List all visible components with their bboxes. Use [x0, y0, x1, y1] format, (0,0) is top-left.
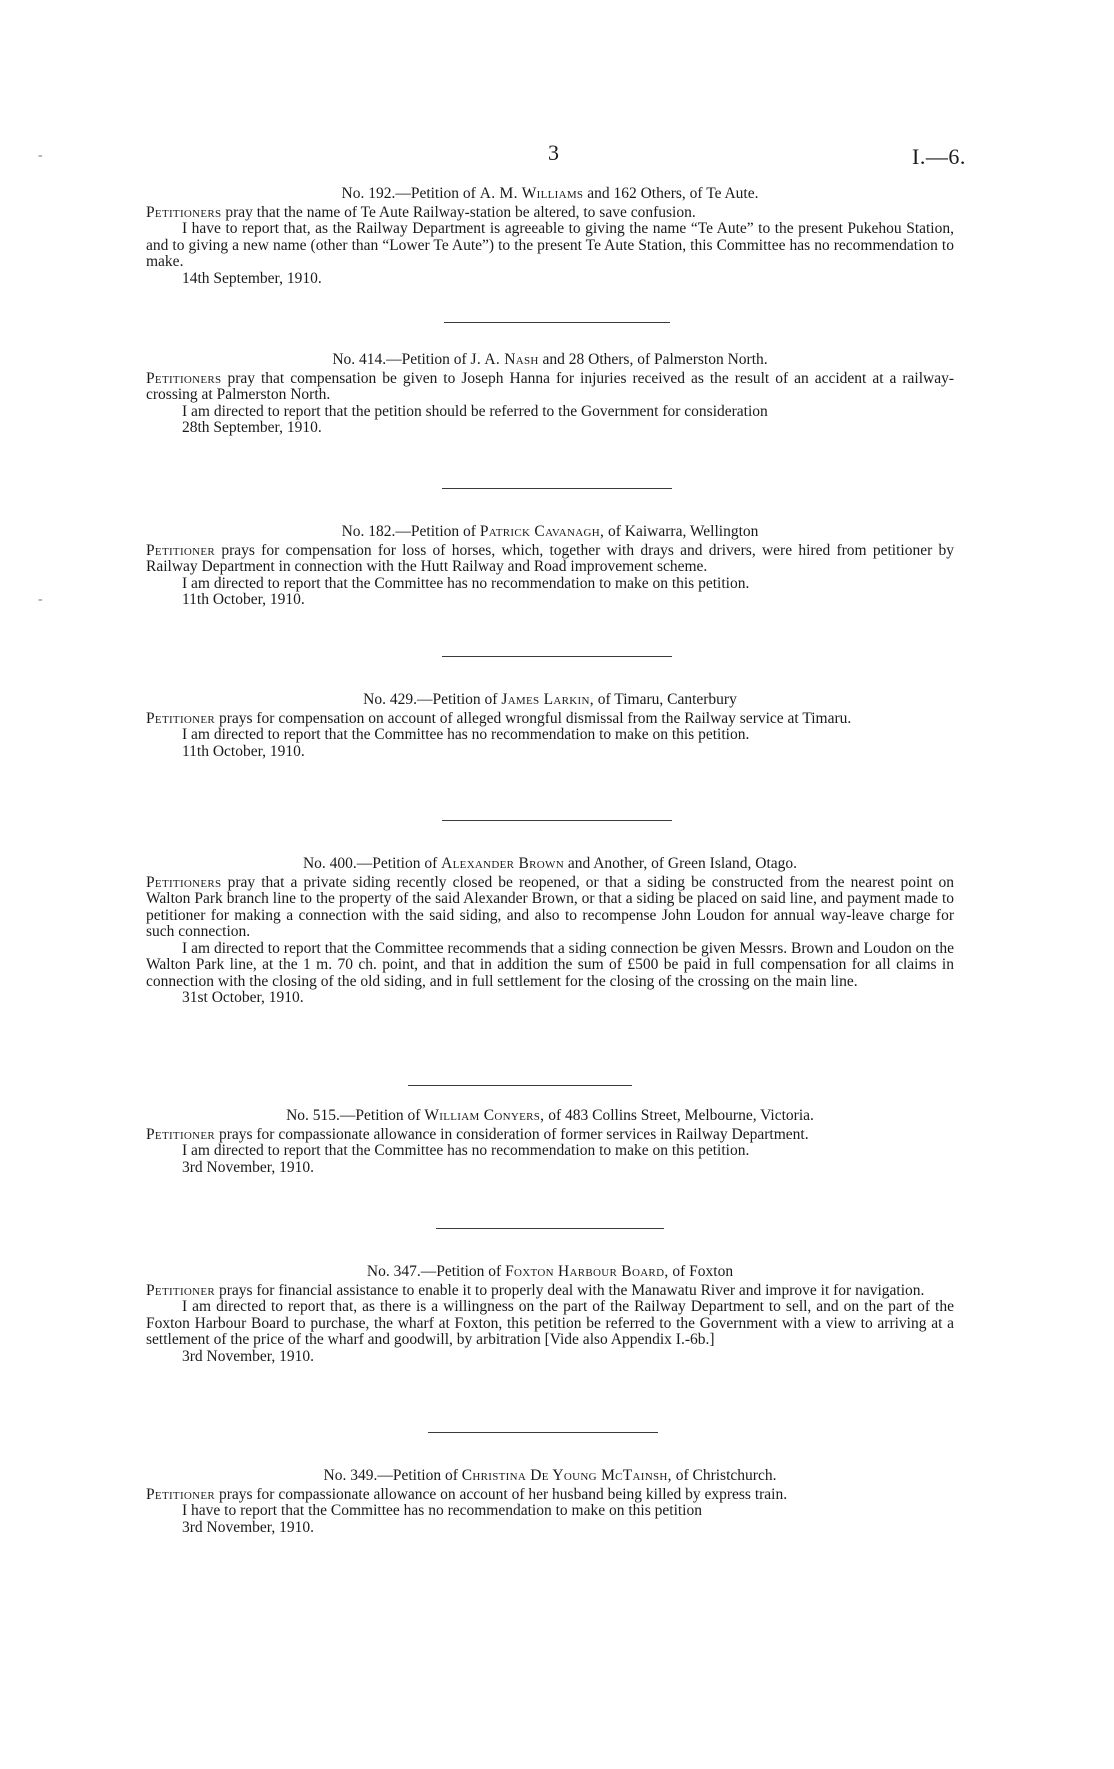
petition-prayer: Petitioner prays for compassionate allowance on account of her husband being killed by express train. [146, 1485, 788, 1503]
section-divider [428, 1432, 658, 1433]
petition-prayer: Petitioner prays for compassionate allowance in consideration of former services in Railway Department. [146, 1125, 809, 1143]
petition-entry [146, 856, 954, 1007]
margin-mark: ‐ [38, 592, 43, 607]
petition-prayer: Petitioners pray that a private siding recently closed be reopened, or that a siding be constructed from the nearest point on Walton Park branch line to the property of the said Alexander Brown, or that a siding be placed on said line, and payment made to petitioner for making a connection with the said siding, and also to recompense John Loudon for annual way-leave charge for such connection. [146, 873, 954, 940]
report-date: 3rd November, 1910. [182, 1518, 314, 1536]
committee-report: I am directed to report that the Committee has no recommendation to make on this petition. [182, 574, 750, 592]
committee-report: I am directed to report that, as there is a willingness on the part of the Railway Department to sell, and on the part of the Foxton Harbour Board to purchase, the wharf at Foxton, this petition be referred to the Government with a view to arriving at a settlement of the price of the wharf and goodwill, by arbitration [Vide also Appendix I.-6b.] [146, 1298, 954, 1348]
section-divider [408, 1085, 632, 1086]
petition-title: No. 347.—Petition of Foxton Harbour Board, of Foxton [366, 1263, 734, 1280]
report-date: 3rd November, 1910. [182, 1347, 314, 1365]
section-divider [436, 1228, 664, 1229]
committee-report: I have to report that, as the Railway Department is agreeable to giving the name “Te Aute” to the present Pukehou Station, and to giving a new name (other than “Lower Te Aute”) to the present Te Aute Station, this Committee has no recommendation to make. [146, 220, 954, 270]
document-reference: I.—6. [912, 144, 966, 169]
petitioner-name: Patrick Cavanagh, [479, 523, 605, 540]
margin-mark: ‐ [38, 148, 43, 163]
petition-entry [146, 524, 954, 609]
committee-report: I am directed to report that the Committee has no recommendation to make on this petition. [182, 726, 750, 743]
petition-title: No. 192.—Petition of A. M. Williams and 162 Others, of Te Aute. [341, 185, 759, 202]
petition-prayer: Petitioner prays for compensation on account of alleged wrongful dismissal from the Railway service at Timaru. [146, 709, 852, 727]
petitioner-name: Christina De Young McTainsh, [461, 1467, 672, 1484]
report-date: 11th October, 1910. [182, 591, 305, 608]
petitioner-name: J. A. Nash [470, 351, 539, 368]
section-divider [442, 656, 672, 657]
committee-report: I am directed to report that the petition should be referred to the Government for consideration [182, 402, 768, 420]
report-date: 31st October, 1910. [182, 989, 304, 1006]
committee-report: I am directed to report that the Committee recommends that a siding connection be given Messrs. Brown and Loudon on the Walton Park line, at the 1 m. 70 ch. point, and that in addition the sum of £500 be paid in full compensation for all claims in connection with the closing of the old siding, and in full settlement for the closing of the crossing on the main line. [146, 939, 954, 990]
petition-title: No. 429.—Petition of James Larkin, of Timaru, Canterbury [363, 691, 737, 708]
petitioner-name: William Conyers, [424, 1107, 545, 1124]
report-date: 11th October, 1910. [182, 742, 305, 760]
petition-title: No. 349.—Petition of Christina De Young McTainsh, of Christchurch. [323, 1467, 777, 1484]
petition-entry [146, 1264, 954, 1365]
report-date: 14th September, 1910. [182, 269, 322, 287]
petitioner-name: Alexander Brown [441, 855, 564, 872]
committee-report: I am directed to report that the Committee has no recommendation to make on this petition. [182, 1142, 750, 1159]
report-date: 3rd November, 1910. [182, 1158, 314, 1176]
section-divider [442, 820, 672, 821]
petition-entry [146, 1108, 954, 1176]
petition-title: No. 182.—Petition of Patrick Cavanagh, of Kaiwarra, Wellington [341, 523, 759, 540]
petition-prayer: Petitioners pray that compensation be given to Joseph Hanna for injuries received as the result of an accident at a railway-crossing at Palmerston North. [146, 369, 954, 403]
section-divider [444, 322, 670, 323]
report-date: 28th September, 1910. [182, 419, 322, 436]
petitioner-name: Foxton Harbour Board, [505, 1263, 669, 1280]
petition-entry [146, 352, 954, 437]
petitioner-name: A. M. Williams [479, 185, 584, 202]
petition-prayer: Petitioner prays for compensation for loss of horses, which, together with drays and drivers, were hired from petitioner by Railway Department in connection with the Hutt Railway and Road improvement scheme. [146, 541, 954, 575]
petition-entry [146, 692, 954, 760]
page-number: 3 [548, 140, 559, 165]
petition-prayer: Petitioners pray that the name of Te Aute Railway-station be altered, to save confusion. [146, 203, 696, 221]
committee-report: I have to report that the Committee has no recommendation to make on this petition [182, 1502, 702, 1519]
petitioner-name: James Larkin, [501, 691, 594, 708]
petition-title: No. 515.—Petition of William Conyers, of 483 Collins Street, Melbourne, Victoria. [286, 1107, 814, 1124]
petition-title: No. 414.—Petition of J. A. Nash and 28 Others, of Palmerston North. [332, 351, 768, 368]
petition-prayer: Petitioner prays for financial assistance to enable it to properly deal with the Manawatu River and improve it for navigation. [146, 1281, 925, 1299]
petition-title: No. 400.—Petition of Alexander Brown and Another, of Green Island, Otago. [302, 855, 798, 872]
section-divider [442, 488, 672, 489]
petition-entry [146, 1468, 954, 1536]
petition-entry [146, 186, 954, 287]
